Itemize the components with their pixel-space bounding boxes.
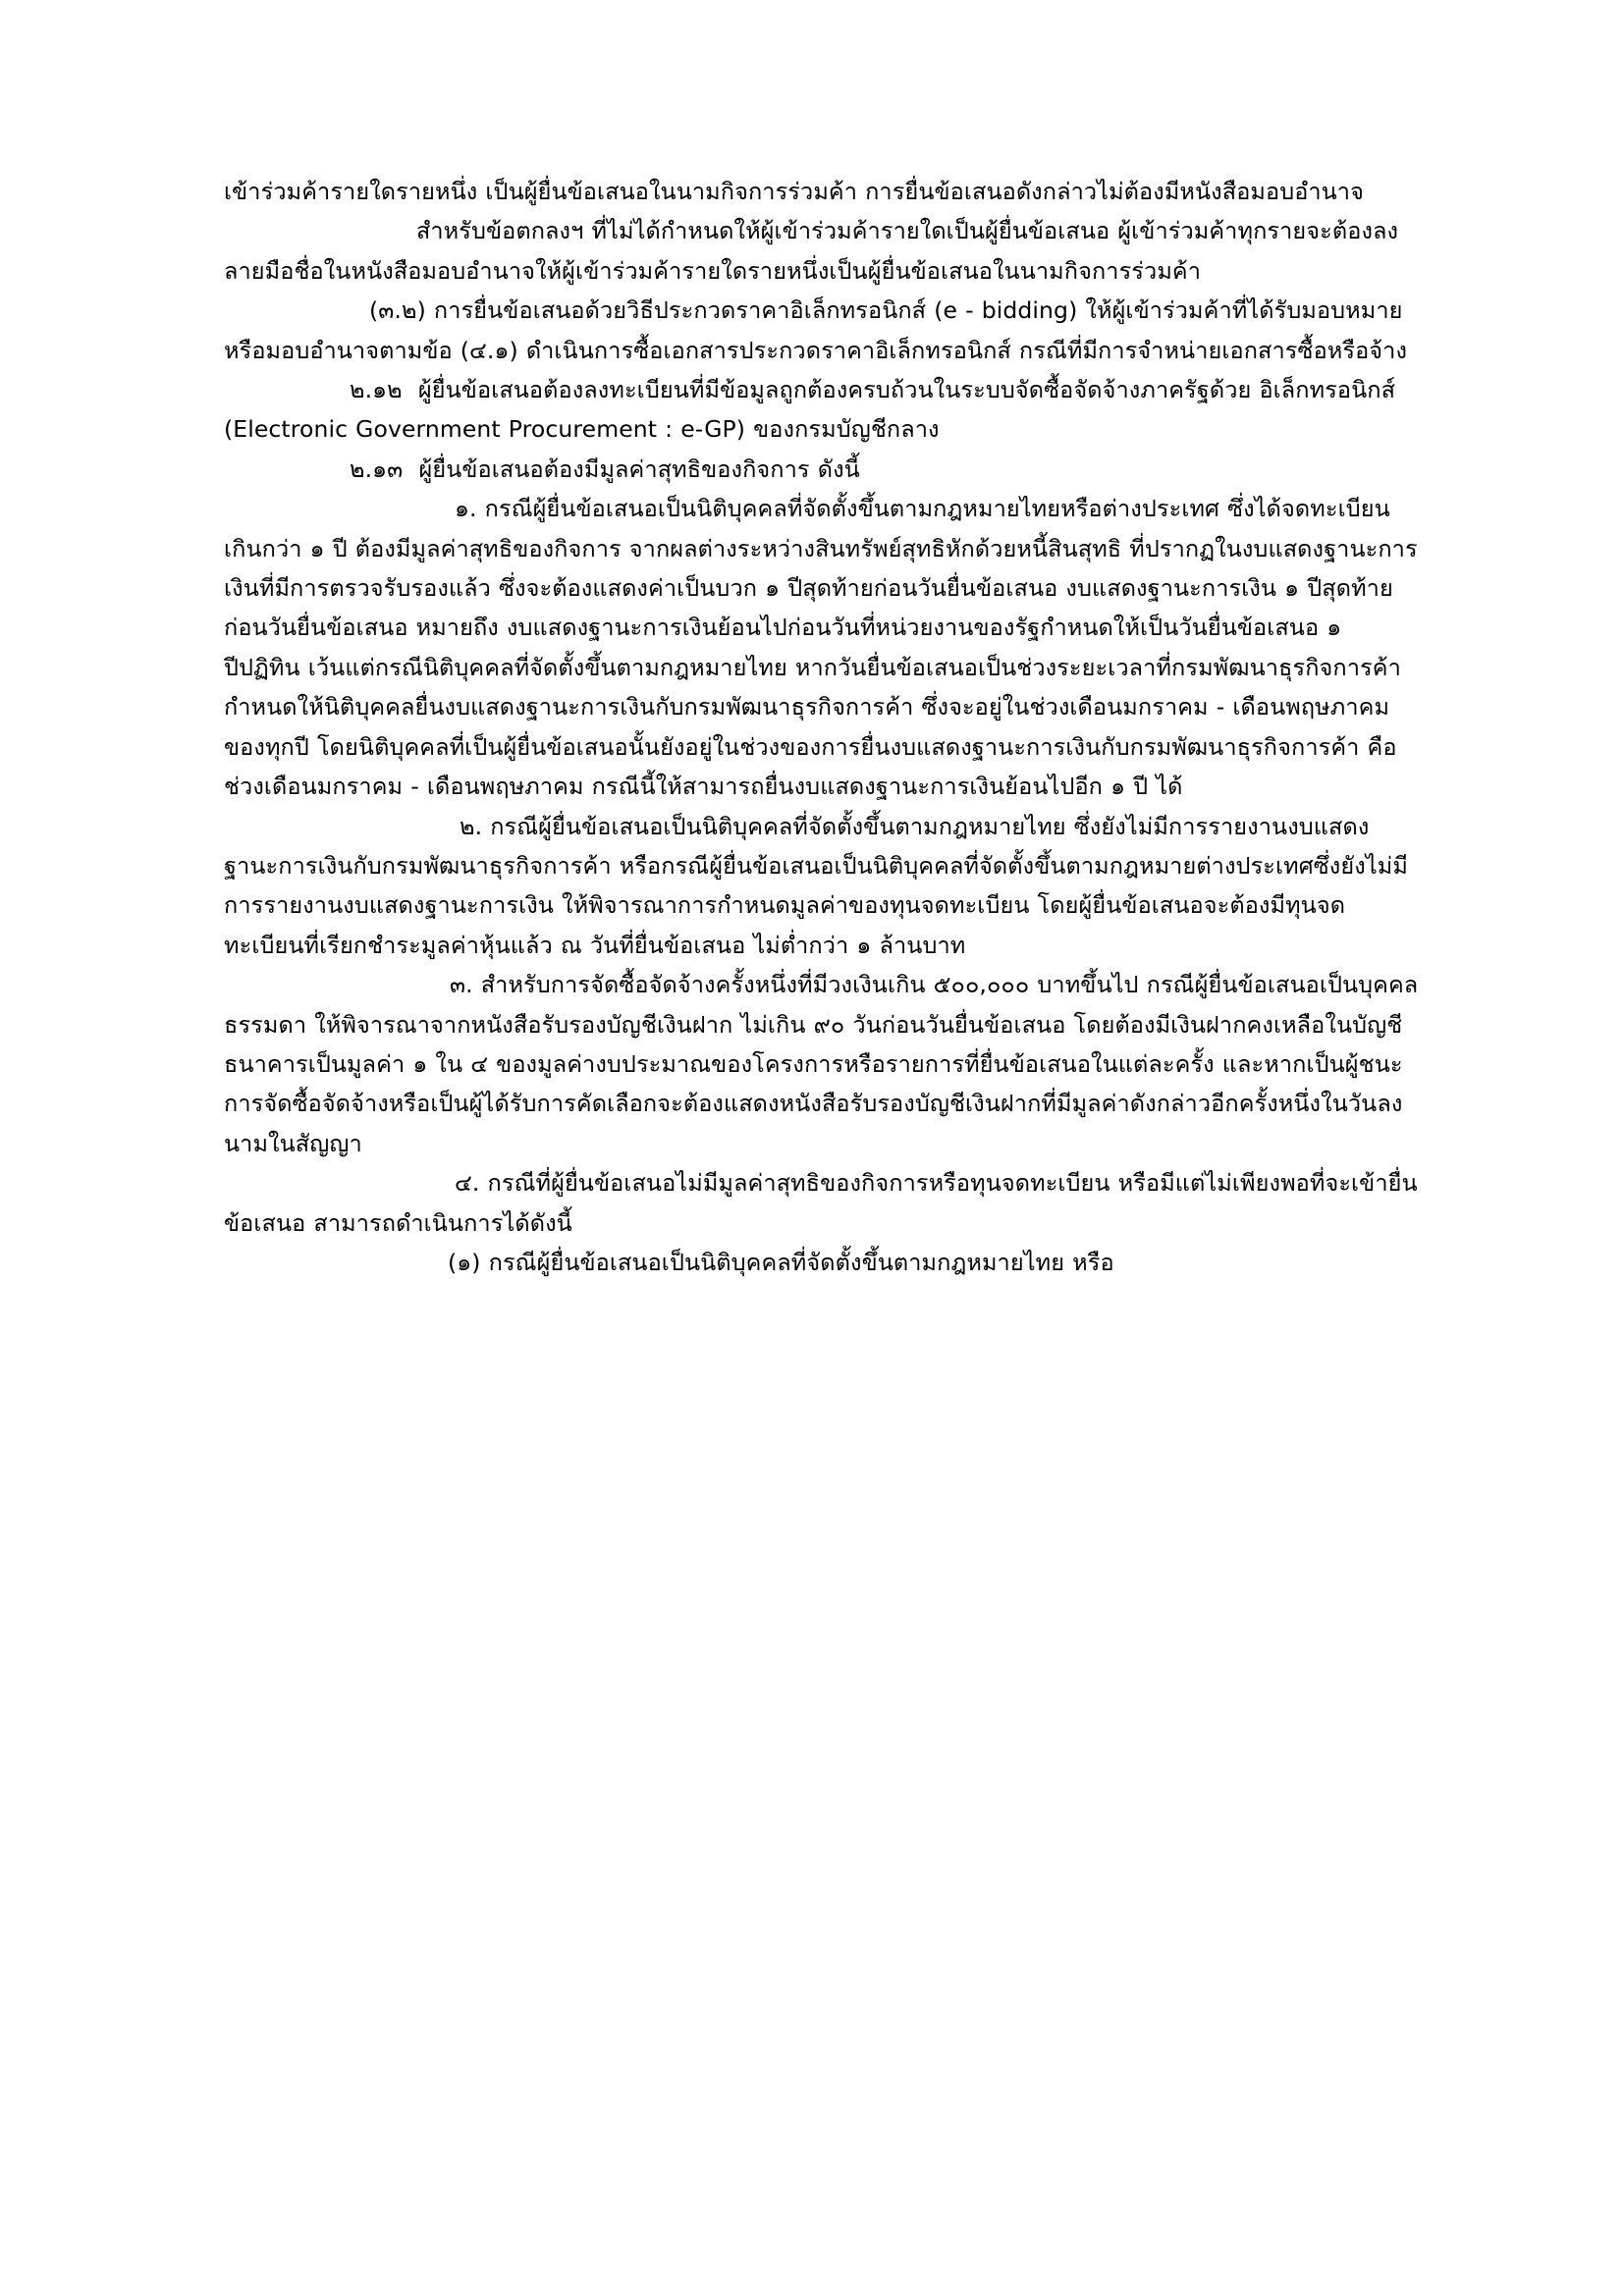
paragraph: ๒. กรณีผู้ยื่นข้อเสนอเป็นนิติบุคคลที่จัดตั้งขึ้นตามกฎหมายไทย ซึ่งยังไม่มีการรายงานงบแสดงฐานะการเงินกับกรมพัฒนาธุรกิจการค้า หรือกรณีผู้ยื่นข้อเสนอเป็นนิติบุคคลที่จัดตั้งขึ้นตามกฎหมายต่างประเทศซึ่งยังไม่มีการรายงานงบแสดงฐานะการเงิน ให้พิจารณาการกำหนดมูลค่าของทุนจดทะเบียน โดยผู้ยื่นข้อเสนอจะต้องมีทุนจดทะเบียนที่เรียกชำระมูลค่าหุ้นแล้ว ณ วันที่ยื่นข้อเสนอ ไม่ต่ำกว่า ๑ ล้านบาท xyxy=(224,812,1408,959)
paragraph: (๑) กรณีผู้ยื่นข้อเสนอเป็นนิติบุคคลที่จัดตั้งขึ้นตามกฎหมายไทย หรือ xyxy=(448,1248,1114,1276)
document-body xyxy=(224,172,1423,1282)
paragraph: (๓.๒) การยื่นข้อเสนอด้วยวิธีประกวดราคาอิเล็กทรอนิกส์ (e - bidding) ให้ผู้เข้าร่วมค้าที่ได้รับมอบหมายหรือมอบอำนาจตามข้อ (๔.๑) ดำเนินการซื้อเอกสารประกวดราคาอิเล็กทรอนิกส์ กรณีที่มีการจำหน่ายเอกสารซื้อหรือจ้าง xyxy=(224,296,1408,364)
paragraph: เข้าร่วมค้ารายใดรายหนึ่ง เป็นผู้ยื่นข้อเสนอในนามกิจการร่วมค้า การยื่นข้อเสนอดังกล่าวไม่ต้องมีหนังสือมอบอำนาจ xyxy=(224,178,1364,205)
paragraph: ๓. สำหรับการจัดซื้อจัดจ้างครั้งหนึ่งที่มีวงเงินเกิน ๕๐๐,๐๐๐ บาทขึ้นไป กรณีผู้ยื่นข้อเสนอเป็นบุคคลธรรมดา ให้พิจารณาจากหนังสือรับรองบัญชีเงินฝาก ไม่เกิน ๙๐ วันก่อนวันยื่นข้อเสนอ โดยต้องมีเงินฝากคงเหลือในบัญชีธนาคารเป็นมูลค่า ๑ ใน ๔ ของมูลค่างบประมาณของโครงการหรือรายการที่ยื่นข้อเสนอในแต่ละครั้ง และหากเป็นผู้ชนะการจัดซื้อจัดจ้างหรือเป็นผู้ได้รับการคัดเลือกจะต้องแสดงหนังสือรับรองบัญชีเงินฝากที่มีมูลค่าดังกล่าวอีกครั้งหนึ่งในวันลงนามในสัญญา xyxy=(224,971,1419,1157)
paragraph: ๒.๑๒ ผู้ยื่นข้อเสนอต้องลงทะเบียนที่มีข้อมูลถูกต้องครบถ้วนในระบบจัดซื้อจัดจ้างภาครัฐด้วย อิเล็กทรอนิกส์ (Electronic Government Procurement : e-GP) ของกรมบัญชีกลาง xyxy=(224,376,1404,444)
paragraph: ๒.๑๓ ผู้ยื่นข้อเสนอต้องมีมูลค่าสุทธิของกิจการ ดังนี้ xyxy=(350,454,860,483)
paragraph: ๔. กรณีที่ผู้ยื่นข้อเสนอไม่มีมูลค่าสุทธิของกิจการหรือทุนจดทะเบียน หรือมีแต่ไม่เพียงพอที่จะเข้ายื่นข้อเสนอ สามารถดำเนินการได้ดังนี้ xyxy=(224,1169,1418,1237)
paragraph: ๑. กรณีผู้ยื่นข้อเสนอเป็นนิติบุคคลที่จัดตั้งขึ้นตามกฎหมายไทยหรือต่างประเทศ ซึ่งได้จดทะเบียนเกินกว่า ๑ ปี ต้องมีมูลค่าสุทธิของกิจการ จากผลต่างระหว่างสินทรัพย์สุทธิหักด้วยหนี้สินสุทธิ ที่ปรากฏในงบแสดงฐานะการเงินที่มีการตรวจรับรองแล้ว ซึ่งจะต้องแสดงค่าเป็นบวก ๑ ปีสุดท้ายก่อนวันยื่นข้อเสนอ งบแสดงฐานะการเงิน ๑ ปีสุดท้ายก่อนวันยื่นข้อเสนอ หมายถึง งบแสดงฐานะการเงินย้อนไปก่อนวันที่หน่วยงานของรัฐกำหนดให้เป็นวันยื่นข้อเสนอ ๑ ปีปฏิทิน เว้นแต่กรณีนิติบุคคลที่จัดตั้งขึ้นตามกฎหมายไทย หากวันยื่นข้อเสนอเป็นช่วงระยะเวลาที่กรมพัฒนาธุรกิจการค้ากำหนดให้นิติบุคคลยื่นงบแสดงฐานะการเงินกับกรมพัฒนาธุรกิจการค้า ซึ่งจะอยู่ในช่วงเดือนมกราคม - เดือนพฤษภาคม ของทุกปี โดยนิติบุคคลที่เป็นผู้ยื่นข้อเสนอนั้นยังอยู่ในช่วงของการยื่นงบแสดงฐานะการเงินกับกรมพัฒนาธุรกิจการค้า คือ ช่วงเดือนมกราคม - เดือนพฤษภาคม กรณีนี้ให้สามารถยื่นงบแสดงฐานะการเงินย้อนไปอีก ๑ ปี ได้ xyxy=(224,495,1418,801)
paragraph: สำหรับข้อตกลงฯ ที่ไม่ได้กำหนดให้ผู้เข้าร่วมค้ารายใดเป็นผู้ยื่นข้อเสนอ ผู้เข้าร่วมค้าทุกรายจะต้องลงลายมือชื่อในหนังสือมอบอำนาจให้ผู้เข้าร่วมค้ารายใดรายหนึ่งเป็นผู้ยื่นข้อเสนอในนามกิจการร่วมค้า xyxy=(224,217,1399,285)
